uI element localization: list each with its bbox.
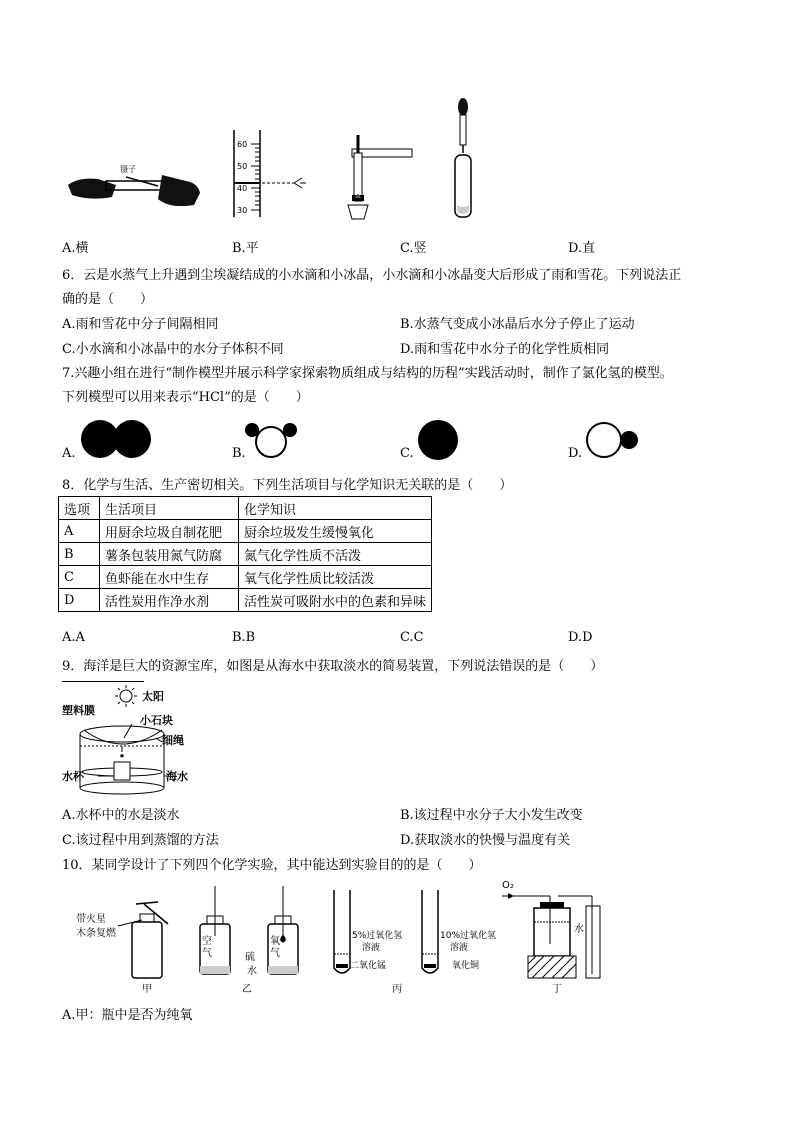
- label-sulfur: 硫: [245, 952, 255, 963]
- tick-label: 40: [237, 184, 248, 193]
- model-b-icon: [244, 420, 304, 460]
- label-film: 塑料膜: [62, 704, 95, 717]
- label-air: 空: [202, 936, 212, 947]
- q9-option-a[interactable]: A.水杯中的水是淡水: [62, 808, 180, 823]
- q7-option-a[interactable]: A.: [62, 446, 76, 461]
- divider: [62, 681, 144, 682]
- table-row: [59, 566, 432, 589]
- q5-option-b[interactable]: B.平: [232, 241, 259, 256]
- q10-option-a[interactable]: A.甲：瓶中是否为纯氧: [62, 1008, 193, 1023]
- q7-option-c[interactable]: C.: [400, 446, 414, 461]
- label-jia-note: 木条复燃: [76, 928, 116, 939]
- table-row: [59, 543, 432, 566]
- label-h2o2-10: 10%过氧化氢: [440, 931, 497, 941]
- dropper-figure: [455, 98, 471, 217]
- label-o2: O₂: [502, 880, 514, 891]
- tweezers-figure: [68, 164, 200, 206]
- table-cell: 薯条包装用氮气防腐: [100, 543, 239, 566]
- q5-figures: [62, 95, 522, 225]
- q9-stem: 9．海洋是巨大的资源宝库，如图是从海水中获取淡水的简易装置，下列说法错误的是（ ）: [62, 659, 604, 674]
- label-bing: 丙: [392, 984, 402, 995]
- label-solution: 溶液: [362, 943, 381, 953]
- q6-option-a[interactable]: A.雨和雪花中分子间隔相同: [62, 317, 219, 332]
- q6-option-d[interactable]: D.雨和雪花中水分子的化学性质相同: [400, 342, 610, 357]
- q5-option-d[interactable]: D.直: [568, 241, 596, 256]
- label-mno2: 二氧化锰: [350, 961, 387, 971]
- sun-icon: [115, 685, 137, 707]
- label-cup: 水杯: [62, 770, 84, 783]
- heating-figure: [348, 135, 412, 219]
- label-h2o2-5: 5%过氧化氢: [352, 931, 403, 941]
- table-cell: 活性炭用作净水剂: [100, 589, 239, 612]
- q8-stem: 8．化学与生活、生产密切相关。下列生活项目与化学知识无关联的是（ ）: [62, 478, 513, 493]
- model-c-icon: [414, 418, 464, 462]
- q6-stem-line2: 确的是（ ）: [62, 292, 154, 307]
- tick-label: 50: [237, 162, 248, 171]
- q8-option-a[interactable]: A.A: [62, 630, 85, 645]
- table-cell: 鱼虾能在水中生存: [100, 566, 239, 589]
- label-jia-note: 带火星: [76, 914, 106, 925]
- experiment-jia: [76, 902, 168, 995]
- experiment-yi: [200, 886, 298, 995]
- table-cell: 用厨余垃圾自制花肥: [100, 520, 239, 543]
- table-cell: 厨余垃圾发生缓慢氧化: [239, 520, 432, 543]
- q6-option-c[interactable]: C.小水滴和小冰晶中的水分子体积不同: [62, 342, 284, 357]
- q10-figures: [62, 874, 632, 996]
- graduated-cylinder-figure: [234, 130, 306, 217]
- q9-option-c[interactable]: C.该过程中用到蒸馏的方法: [62, 833, 219, 848]
- label-oxygen: 氧: [270, 936, 280, 947]
- q9-option-b[interactable]: B.该过程中水分子大小发生改变: [400, 808, 583, 823]
- q9-option-d[interactable]: D.获取淡水的快慢与温度有关: [400, 833, 571, 848]
- model-d-icon: [582, 420, 646, 460]
- table-header: 化学知识: [239, 497, 432, 520]
- table-cell: D: [59, 589, 100, 612]
- q7-option-b[interactable]: B.: [232, 446, 246, 461]
- q5-option-c[interactable]: C.竖: [400, 241, 427, 256]
- table-cell: B: [59, 543, 100, 566]
- label-rope: 细绳: [162, 734, 184, 747]
- q8-option-b[interactable]: B.B: [232, 630, 256, 645]
- label-yi: 乙: [242, 984, 252, 995]
- table-row: [59, 589, 432, 612]
- label-air: 气: [202, 948, 212, 959]
- q8-table: [58, 496, 432, 612]
- q8-option-d[interactable]: D.D: [568, 630, 593, 645]
- experiment-ding: [502, 880, 600, 995]
- q7-option-d[interactable]: D.: [568, 446, 583, 461]
- table-row: [59, 520, 432, 543]
- label-solution: 溶液: [450, 943, 469, 953]
- table-cell: 氧气化学性质比较活泼: [239, 566, 432, 589]
- label-ding: 丁: [552, 984, 562, 995]
- q8-option-c[interactable]: C.C: [400, 630, 424, 645]
- model-a-icon: [78, 418, 158, 462]
- label-stone: 小石块: [140, 714, 173, 727]
- tick-label: 60: [237, 140, 248, 149]
- q7-stem-line2: 下列模型可以用来表示“HCl”的是（ ）: [62, 390, 309, 405]
- table-cell: C: [59, 566, 100, 589]
- table-header: 生活项目: [100, 497, 239, 520]
- label-jia: 甲: [142, 984, 152, 995]
- q7-stem-line1: 7.兴趣小组在进行“制作模型并展示科学家探索物质组成与结构的历程”实践活动时，制作了氯化氢的模型。: [62, 366, 673, 381]
- experiment-bing: [334, 890, 496, 995]
- table-header-row: [59, 497, 432, 520]
- q6-option-b[interactable]: B.水蒸气变成小冰晶后水分子停止了运动: [400, 317, 635, 332]
- table-cell: A: [59, 520, 100, 543]
- q5-option-a[interactable]: A.横: [62, 241, 89, 256]
- tweezers-label: 镊子: [120, 165, 136, 174]
- tick-label: 30: [237, 206, 248, 215]
- label-sun: 太阳: [142, 690, 164, 703]
- label-water: 水: [247, 966, 257, 977]
- q10-stem: 10．某同学设计了下列四个化学实验，其中能达到实验目的的是（ ）: [62, 858, 482, 873]
- label-cuo: 氧化铜: [452, 961, 480, 971]
- desalination-figure: [62, 684, 222, 796]
- label-oxygen: 气: [270, 948, 280, 959]
- table-header: 选项: [59, 497, 100, 520]
- q6-stem-line1: 6．云是水蒸气上升遇到尘埃凝结成的小水滴和小冰晶，小水滴和小冰晶变大后形成了雨和雪花。下列说法正: [62, 268, 682, 283]
- label-ding-water: 水: [574, 924, 584, 935]
- table-cell: 活性炭可吸附水中的色素和异味: [239, 589, 432, 612]
- table-cell: 氮气化学性质不活泼: [239, 543, 432, 566]
- label-seawater: 海水: [166, 770, 188, 783]
